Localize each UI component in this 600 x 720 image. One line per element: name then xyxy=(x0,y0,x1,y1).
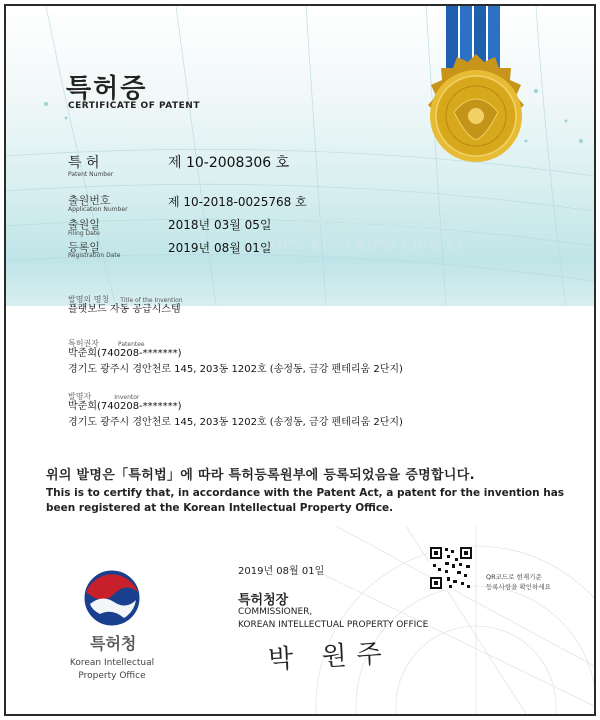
invention-label: 발명의 명칭 xyxy=(68,295,110,304)
commissioner-title-en xyxy=(238,606,428,632)
commissioner-line-1: COMMISSIONER, xyxy=(238,607,313,617)
issue-date: 2019년 08월 01일 xyxy=(238,566,325,577)
inventor-label: 발명자 xyxy=(68,392,92,401)
patentee-name: 박준희(740208-*******) xyxy=(68,348,182,359)
application-number-value: 제 10-2018-0025768 호 xyxy=(168,195,307,209)
filing-date-label: 출원일 xyxy=(68,218,100,231)
filing-date-label-en: Filing Date xyxy=(68,230,100,237)
certificate-title: 특허증 xyxy=(66,74,148,104)
patentee-label: 특허권자 xyxy=(68,339,99,348)
invention-title: 플랫보드 자동 공급시스템 xyxy=(68,304,181,315)
commissioner-signature: 박 원주 xyxy=(267,638,393,676)
kipo-watermark-1: KIPO KIPO KIPO KI xyxy=(296,218,448,233)
commissioner-line-2: KOREAN INTELLECTUAL PROPERTY OFFICE xyxy=(238,620,429,630)
qr-note-line-2: 등록사항을 확인하세요 xyxy=(486,583,551,591)
organization-line-2: Property Office xyxy=(78,671,146,681)
organization-name-en xyxy=(64,657,160,683)
patentee-label-en: Patentee xyxy=(118,341,145,348)
registration-date-label-en: Registration Date xyxy=(68,252,121,259)
certificate-frame xyxy=(4,4,596,716)
commissioner-title-ko: 특허청장 xyxy=(238,593,289,608)
inventor-address: 경기도 광주시 경안천로 145, 203동 1202호 (송정동, 금강 펜테리움 2단지) xyxy=(68,417,403,428)
application-number-label-en: Application Number xyxy=(68,206,128,213)
patent-number-label-en: Patent Number xyxy=(68,171,114,178)
qr-note xyxy=(486,572,551,592)
kipo-logo-icon xyxy=(80,566,144,630)
qr-code-icon xyxy=(429,546,473,590)
patent-number-label: 특 허 xyxy=(68,155,100,171)
application-number-label: 출원번호 xyxy=(68,194,111,207)
filing-date-value: 2018년 03월 05일 xyxy=(168,218,272,232)
certification-statement-en: This is to certify that, in accordance with the Patent Act, a patent for the invention has been registered at the Korean Intellectual Property Office. xyxy=(46,487,565,514)
gold-seal-icon xyxy=(401,6,561,206)
patentee-address: 경기도 광주시 경안천로 145, 203동 1202호 (송정동, 금강 펜테리움 2단지) xyxy=(68,364,403,375)
inventor-label-en: Inventor xyxy=(114,394,140,401)
certification-statement-ko: 위의 발명은「특허법」에 따라 특허등록원부에 등록되었음을 증명합니다. xyxy=(46,468,475,483)
organization-line-1: Korean Intellectual xyxy=(69,658,155,668)
organization-name-ko: 특허청 xyxy=(90,634,137,653)
patent-number-value: 제 10-2008306 호 xyxy=(168,155,290,171)
registration-date-value: 2019년 08월 01일 xyxy=(168,241,272,255)
inventor-name: 박준희(740208-*******) xyxy=(68,401,182,412)
qr-note-line-1: QR코드로 현재기준 xyxy=(486,573,542,581)
certificate-title-en: CERTIFICATE OF PATENT xyxy=(68,101,200,111)
kipo-watermark-2: KIPO KIPO KIPO KIPO KI xyxy=(266,238,463,253)
registration-date-label: 등록일 xyxy=(68,241,100,254)
invention-label-en: Title of the Invention xyxy=(120,297,183,304)
